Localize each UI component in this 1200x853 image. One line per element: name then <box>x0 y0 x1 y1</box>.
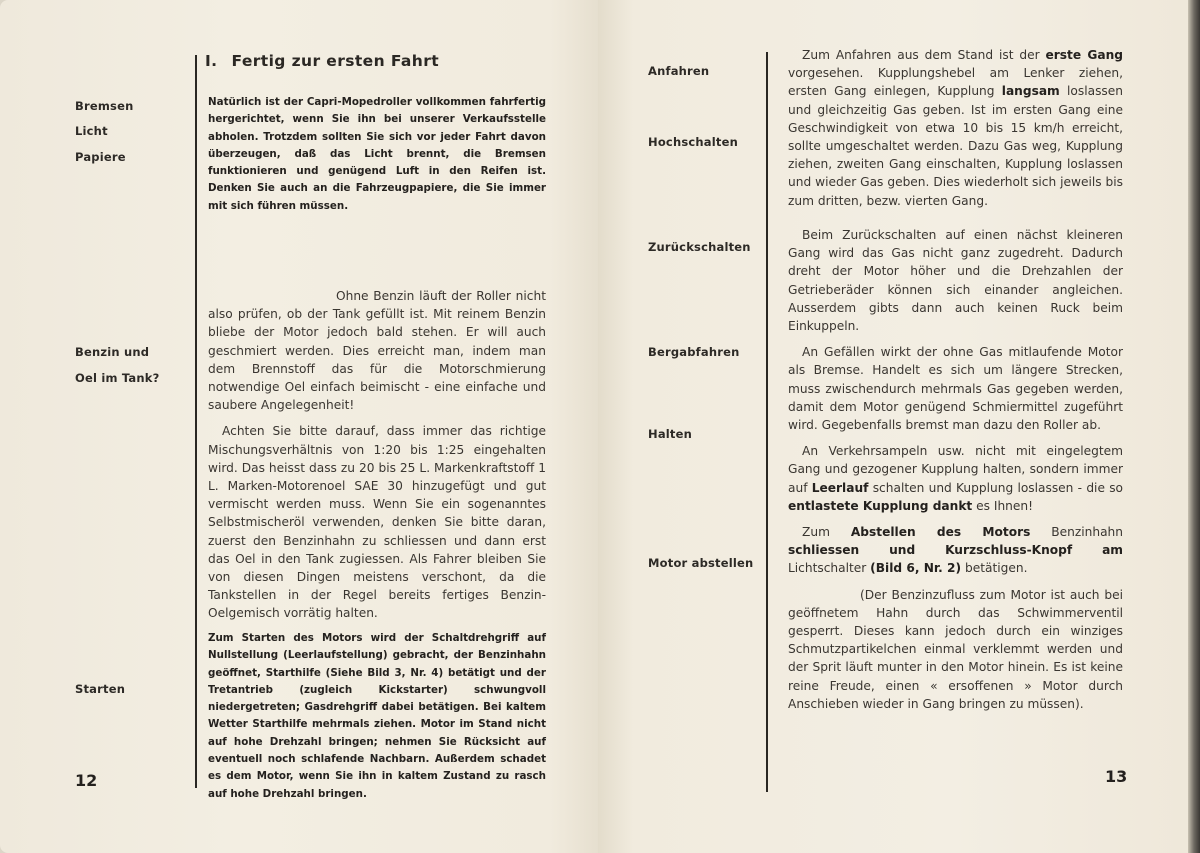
abstellen-paragraph: Zum Abstellen des Motors Benzinhahn schliessen und Kurzschluss-Knopf am Lichtschalter (Bild 6, Nr. 2) betätigen. <box>788 525 1123 576</box>
right-column-rule <box>766 52 768 792</box>
intro-paragraph: Natürlich ist der Capri-Mopedroller vollkommen fahrfertig hergerichtet, wenn Sie ihn bei unserer Verkaufsstelle abholen. Trotzdem sollten Sie sich vor jeder Fahrt davon überzeugen, daß das Licht brennt, die Bremsen funktionieren und genügend Luft in den Reifen ist. Denken Sie auch an die Fahrzeugpapiere, die Sie immer mit sich führen müssen. <box>208 96 546 212</box>
fuel-paragraph-2: Achten Sie bitte darauf, dass immer das richtige Mischungsverhältnis von 1:20 bis 1:25 eingehalten wird. Das heisst dass zu 20 bis 25 L. Markenkraftstoff 1 L. Marken-Motorenoel SAE 30 hinzugefügt und gut vermischt werden muss. Wenn Sie ein sogenanntes Selbstmischeröl verwenden, denken Sie bitte daran, zuerst den Benzinhahn zu schliessen und dann erst das Oel in den Tank zugiessen. Als Fahrer bleiben Sie von diesen Dingen meistens verschont, da die Tankstellen in der Regel bereits fertiges Benzin-Oelgemisch vorrätig halten. <box>208 424 546 621</box>
margin-label-anfahren: Anfahren <box>648 64 710 78</box>
downshift-section <box>788 226 1123 721</box>
bergab-paragraph: An Gefällen wirkt der ohne Gas mitlaufende Motor als Bremse. Handelt es sich um längere Strecken, muss zwischendurch mehrmals Gas gegeben werden, damit dem Motor genügend Schmiermittel zugeführt wird. Gegebenfalls bremst man dazu den Roller ab. <box>788 345 1123 433</box>
margin-label-oel-im-tank: Oel im Tank? <box>75 371 160 385</box>
fuel-section <box>208 287 546 631</box>
page-number-left: 12 <box>75 771 98 790</box>
margin-label-halten: Halten <box>648 427 693 441</box>
page-number-right: 13 <box>1105 767 1128 786</box>
margin-label-bremsen: Bremsen <box>75 99 134 113</box>
left-page <box>0 0 598 853</box>
halten-paragraph: An Verkehrsampeln usw. nicht mit eingelegtem Gang und gezogener Kupplung halten, sondern immer auf Leerlauf schalten und Kupplung loslassen - die so entlastete Kupplung dankt es Ihnen! <box>788 444 1123 513</box>
fuel-paragraph-1: Ohne Benzin läuft der Roller nicht also prüfen, ob der Tank gefüllt ist. Mit reinem Benzin bliebe der Motor jedoch bald stehen. Er will auch geschmiert werden. Dies erreicht man, indem man dem Brennstoff das für die Motorschmierung notwendige Oel einfach beimischt - eine einfache und saubere Angelegenheit! <box>208 289 546 413</box>
section-number: I. <box>205 52 218 70</box>
margin-label-hochschalten: Hochschalten <box>648 135 738 149</box>
margin-label-starten: Starten <box>75 682 126 696</box>
margin-label-motor-abstellen: Motor abstellen <box>648 556 754 570</box>
anfahren-paragraph: Zum Anfahren aus dem Stand ist der erste Gang vorgesehen. Kupplungshebel am Lenker ziehen, ersten Gang einlegen, Kupplung langsam loslassen und gleichzeitig Gas geben. Ist im ersten Gang eine Geschwindigkeit von etwa 10 bis 15 km/h erreicht, sollte umgeschaltet werden. Dazu Gas weg, Kupplung ziehen, zweiten Gang einschalten, Kupplung loslassen und wieder Gas geben. Dies wiederholt sich jeweils bis zum dritten, bezw. vierten Gang. <box>788 48 1123 208</box>
booklet-edge <box>1188 0 1200 853</box>
zurueckschalten-paragraph: Beim Zurückschalten auf einen nächst kleineren Gang wird das Gas nicht ganz zugedreht. Dadurch dreht der Motor höher und die Drehzahlen der Getrieberäder können sich einander angleichen. Ausserdem gibts dann auch keinen Ruck beim Einkuppeln. <box>788 228 1123 334</box>
margin-label-benzin-und: Benzin und <box>75 345 150 359</box>
starting-paragraph: Zum Starten des Motors wird der Schaltdrehgriff auf Nullstellung (Leerlaufstellung) gebracht, der Benzinhahn geöffnet, Starthilfe (Siehe Bild 3, Nr. 4) betätigt und der Tretantrieb (zugleich Kickstarter) schwungvoll niedergetreten; Gasdrehgriff dabei betätigen. Bei kaltem Wetter Starthilfe mehrmals ziehen. Motor im Stand nicht auf hohe Drehzahl bringen; nehmen Sie Rücksicht auf eventuell noch schlafende Nachbarn. Außerdem schadet es dem Motor, wenn Sie ihn in kaltem Zustand zu rasch auf hohe Drehzahl bringen. <box>208 632 546 800</box>
margin-label-licht: Licht <box>75 124 108 138</box>
section-title: Fertig zur ersten Fahrt <box>231 52 440 70</box>
right-page <box>598 0 1188 853</box>
margin-label-zurueckschalten: Zurückschalten <box>648 240 751 254</box>
section-heading <box>205 52 439 70</box>
margin-label-bergabfahren: Bergabfahren <box>648 345 740 359</box>
benzinzufluss-paragraph: (Der Benzinzufluss zum Motor ist auch bei geöffnetem Hahn durch das Schwimmerventil gesperrt. Dieses kann jedoch durch ein winziges Schmutzpartikelchen einmal verklemmt werden und der Sprit läuft munter in den Motor hinein. Es ist keine reine Freude, einen « ersoffenen » Motor durch Anschieben wieder in Gang bringen zu müssen). <box>788 587 1123 711</box>
margin-label-papiere: Papiere <box>75 150 126 164</box>
left-column-rule <box>195 55 197 788</box>
